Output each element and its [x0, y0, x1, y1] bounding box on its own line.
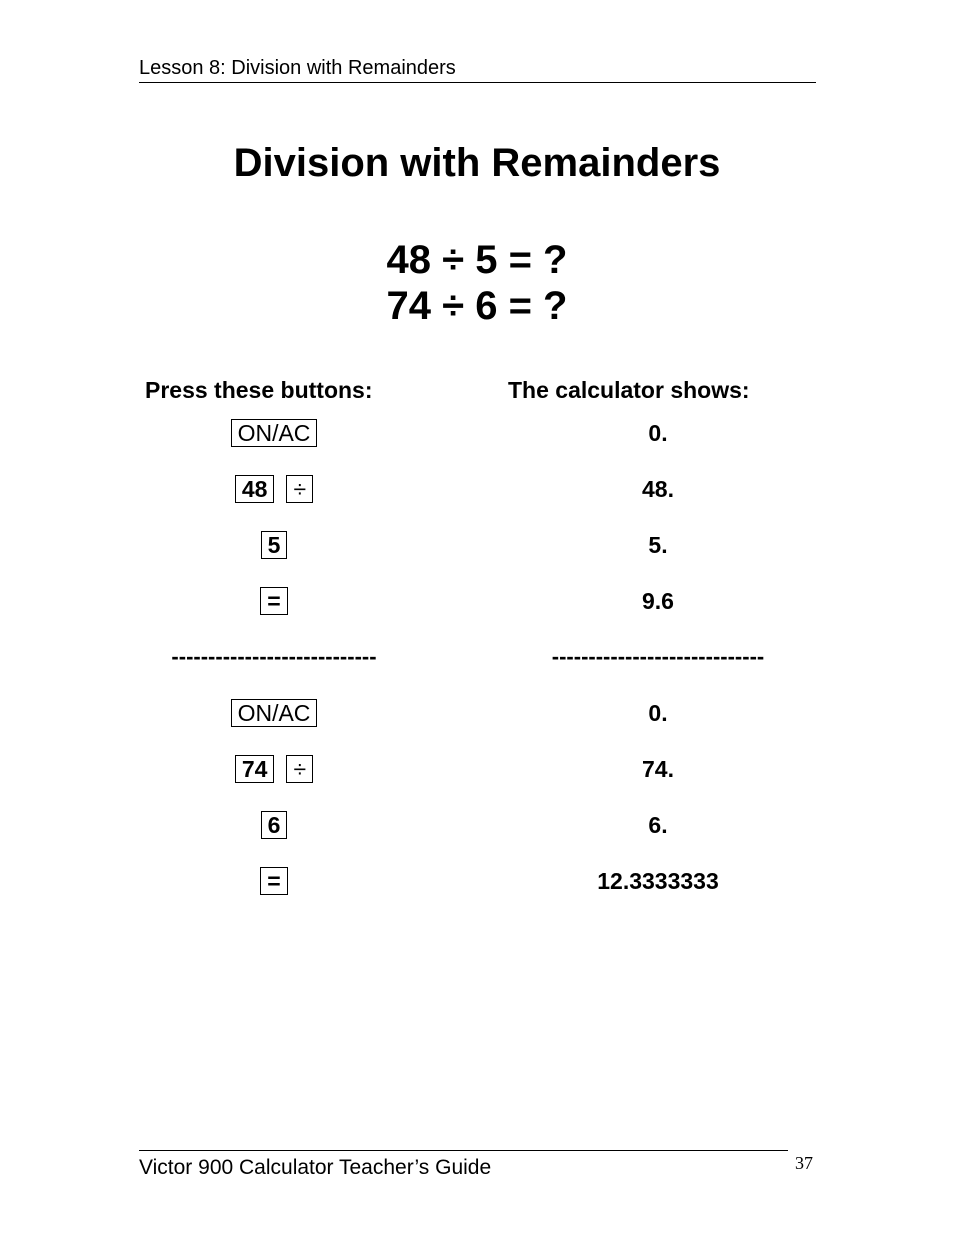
- footer-text: Victor 900 Calculator Teacher’s Guide: [139, 1156, 492, 1179]
- step-1-3-keys: [139, 531, 409, 559]
- display-value: 6.: [648, 812, 668, 838]
- key-6: 6: [261, 811, 288, 839]
- separator-dashes: ----------------------------: [171, 644, 377, 669]
- key-5: 5: [261, 531, 288, 559]
- separator-left: [139, 643, 409, 671]
- separator-right: [520, 643, 796, 671]
- key-48: 48: [235, 475, 275, 503]
- key-on-ac: ON/AC: [231, 699, 318, 727]
- step-2-2-display: [520, 755, 796, 783]
- key-74: 74: [235, 755, 275, 783]
- separator-dashes: -----------------------------: [551, 644, 765, 669]
- step-1-2-keys: [139, 475, 409, 503]
- step-1-4-display: [520, 587, 796, 615]
- step-2-4-keys: [139, 867, 409, 895]
- key-divide: ÷: [286, 755, 313, 783]
- display-value: 9.6: [642, 588, 674, 614]
- page-title: Division with Remainders: [233, 141, 721, 185]
- running-header: [139, 56, 816, 83]
- header-text: Lesson 8: Division with Remainders: [139, 57, 456, 79]
- step-1-3-display: [520, 531, 796, 559]
- key-equals: =: [260, 587, 287, 615]
- step-2-3-display: [520, 811, 796, 839]
- column-header-buttons: Press these buttons:: [145, 377, 373, 403]
- step-2-2-keys: [139, 755, 409, 783]
- equation-1: 48 ÷ 5 = ?: [386, 238, 568, 282]
- display-value: 5.: [648, 532, 668, 558]
- step-2-4-display: [520, 867, 796, 895]
- display-value: 48.: [642, 476, 674, 502]
- display-value: 0.: [648, 420, 668, 446]
- step-1-1-display: [520, 419, 796, 447]
- display-value: 12.3333333: [597, 868, 719, 894]
- step-1-2-display: [520, 475, 796, 503]
- step-2-1-keys: [139, 699, 409, 727]
- running-footer: [139, 1150, 788, 1183]
- column-header-display: The calculator shows:: [508, 377, 750, 403]
- key-equals: =: [260, 867, 287, 895]
- equation-2: 74 ÷ 6 = ?: [386, 284, 568, 328]
- page-number: 37: [795, 1153, 813, 1173]
- step-1-4-keys: [139, 587, 409, 615]
- step-1-1-keys: [139, 419, 409, 447]
- display-value: 74.: [642, 756, 674, 782]
- display-value: 0.: [648, 700, 668, 726]
- key-on-ac: ON/AC: [231, 419, 318, 447]
- key-divide: ÷: [286, 475, 313, 503]
- step-2-3-keys: [139, 811, 409, 839]
- step-2-1-display: [520, 699, 796, 727]
